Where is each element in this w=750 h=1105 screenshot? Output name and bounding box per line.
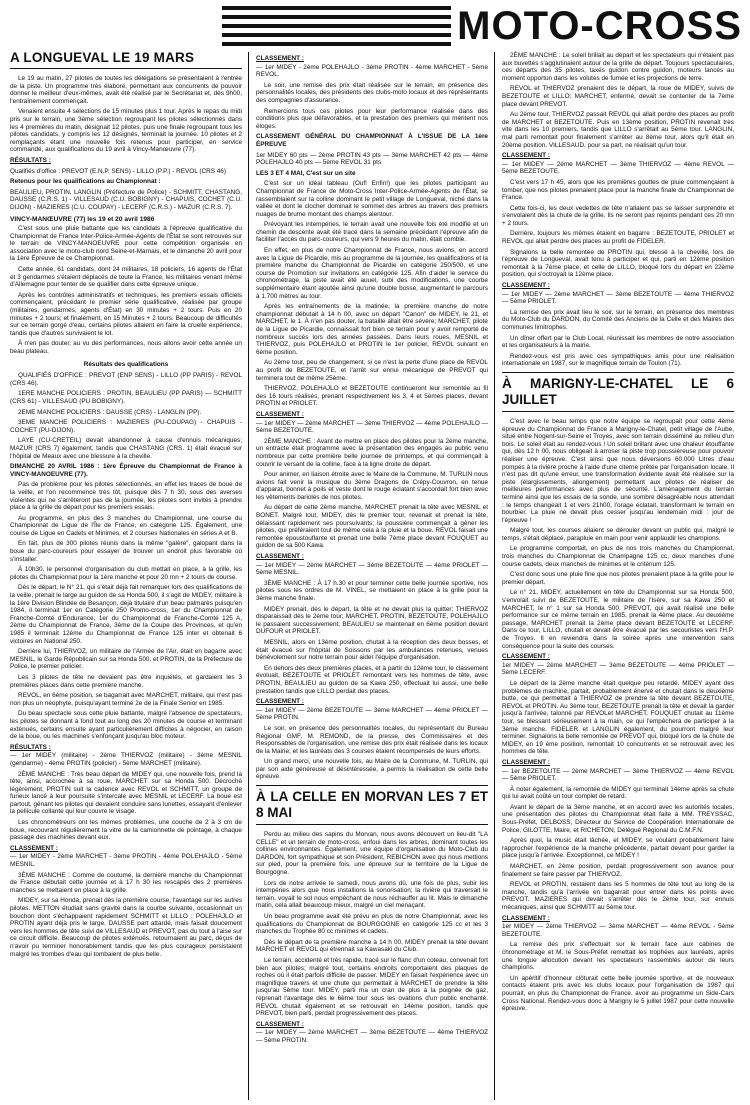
classement-label: CLASSEMENT :: [502, 914, 550, 922]
paragraph: Après quoi, la music était lâchée, et MIDEY, se voulant probablement faire rapprocher l'expérience de la manche précédente, partait devant pour garder la place jusqu'à l'arrivée. Exceptionnel, ce MIDEY !: [502, 837, 734, 860]
paragraph: Le terrain, accidenté et très rapide, tracé sur le flanc d'un coteau, convenait fort bien aux pilotes; malgré tout, certains endroits comportaient des plaques de roches où il était parfois difficile de passer. MIDEY en faisait l'expérience avec un magnifique travers et une chute qui permettait à MARCHET de prendre la tête jusqu'au 5ème tour. MIDEY, parti ma un cran de plus à la poignée de gaz, reprenait l'avantage dès le 6ème tour sous les ovations d'un public enchanté. REVOL chutait également et se retrouvait en 14ème position, tandis que PREVOT, bien parti, perdait progressivement des places.: [256, 956, 488, 1018]
paragraph: Le départ de la 2ème manche était quelque peu retardé. MIDEY ayant des problèmes de machine, partait, probablement énervé et chutait dans le deuxième butte, ce qui permettait à THIERVOZ de prendre la tête devant BEZETOUTE, REVOL et PROTIN. Au 3ème tour, BEZETOUTE prenait la tête et devait la garder jusqu'à l'arrivée, talonné par REVOLet MARCHET. FOUQUET chutait au 11ème tour, se blessant sérieusement à la main, ce qui l'empêchera de participer à la 3ème manche. FIDELER et LANGLIN également, du pourront malgré leur terminer. Signalons la belle remontée de PREVOT qui, bloqué lors de la chute de MIDEY, en 19 ème position, remontait 10 concurrents et se retrouvait avec les hommes de tête.: [502, 679, 734, 756]
article-heading: À MARIGNY-LE-CHATEL LE 6 JUILLET: [502, 372, 734, 412]
paragraph: 3ÈME MANCHE : Comme de coutume, la dernière manche du Championnat de France débutait cette journée et à 17 h 30 les rescapés des 2 premières manches se mettaient en place à la grille.: [10, 871, 242, 894]
paragraph: 2ÈME MANCHE : Le soleil brillait au départ et les spectateurs qui n'étaient pas aux buvettes s'agglutinaient autour de la grille de départ. Toujours spectaculaires, ces départs des 35 pilotes, taxés guidon contre guidon, moteurs lancés au moment opportun dans les volutes de fumée et les projections de terre.: [502, 52, 734, 82]
subheading: LES 3 ET 4 MAI, C'est sur un site: [256, 169, 356, 177]
classement-list: — 1er MIDEY - 2ème POLEHAJLO - 3ème PROTIN - 4ème MARCHET - 5ème REVOL.: [256, 63, 488, 79]
paragraph: Retenus pour les qualifications au Championnat :: [10, 178, 161, 186]
classement-label: CLASSEMENT :: [502, 653, 550, 661]
paragraph: Pas de problème pour les pilotes sélectionnés, en effet les traces de boue de la veille, et l'on recommence très tôt, puisque dès 7 h 30, sous des averses violentes qui ne s'arrêteront pas de la journée, les pilotes sont invités à prendre place à la grille de départ pour les premiers essais.: [10, 481, 242, 512]
paragraph: C'est donc sous une pluie fine que nos pilotes prenaient place à la grille pour le premier départ.: [502, 571, 734, 586]
paragraph: Cette fois-ci, les deux vedettes de tête n'allaient pas se laisser surprendre et s'envolaient dès la chute de la grille. Ils ne seront pas rejoints pendant ces 20 mn + 2 tours.: [502, 204, 734, 227]
paragraph: Au 2ème tour, THIERVOZ passait REVOL qui allait perdre des places au profit de MARCHET et BEZETOUTE. Puis en 13ème position, PROTIN revenait très vite dans les 10 premiers, tandis que LILLO s'arrêtait au 5ème tour. LANGLIN, mal parti remontait pour finalement s'arrêter au 8ème tour, alors qu'il était en 20ème position. VILLESAUD, pour sa part, ne réalisait qu'un tour.: [502, 111, 734, 149]
paragraph: 2ÈME MANCHE : Avant de mettre en place des pilotes pour la 2ème manche, un entracte était programmé avec la présentation des engagés au public venu nombreux par cette première belle journée de printemps, et qui commençait à couvrir le versant de la colline, face à la ligne droite de départ.: [256, 437, 488, 468]
classement-label: CLASSEMENT :: [10, 844, 58, 852]
paragraph: REVOL, en 6ème position, se bagarrait avec MARCHET, militaire, qui n'est pas non plus un néophyte, puisqu'ayant terminé 2e de la Finale Senior en 1985.: [10, 692, 242, 707]
classement-label: CLASSEMENT :: [256, 55, 304, 62]
paragraph: Un dîner offert par le Club Local, réunissait les membres de notre association et les organisateurs à la mairie.: [502, 334, 734, 350]
paragraph: 2ÈME MANCHE : Très beau départ de MIDEY qui, une nouvelle fois, prend la tête, ainsi, accrochée à sa roue, MARCHET sur sa Honda 500. Décroché légèrement, PROTIN suit la cadence avec REVOL et SCHMITT, un groupe de furieux lancé à leur poursuite s'intercale avec MESNIL et LECERF. La boue est partout, gênant les pilotes qui devaient conduire sans lunettes, essayant d'enlever la pellicule collante qui leur couvre le visage.: [10, 770, 242, 816]
article-heading: A LONGUEVAL LE 19 MARS: [10, 50, 242, 69]
paragraph: Un apéritif d'honneur clôturait cette belle journée sportive, et de nouveaux contacts étaient pris avec les clubs locaux pour l'organisation de 1987 qui pourrait, en plus du Championnat de France, avoir au programme un Side-Cars Cross National. Rendez-vous donc à Marigny le 5 juillet 1987 pour cette nouvelle épreuve.: [502, 974, 734, 1013]
column-3: [502, 52, 734, 1016]
subheading: VINCY-MANŒUVRE (77) les 19 et 20 avril 1986: [10, 215, 155, 223]
classement-label: CLASSEMENT :: [256, 410, 304, 418]
paragraph: À 10h30, le personnel d'organisation du club mettait en place, à la grille, les pilotes du Championnat pour la 1ère manche et pour 20 mn + 2 tours de course.: [10, 566, 242, 581]
classement-list: — 1er MIDEY — 2ème MARCHET — 3ème BEZETOUTE — 4ème PRIOLET — 5ème MESNIL.: [256, 561, 488, 577]
paragraph: Les chronométreurs ont les mêmes problèmes, une couche de 2 à 3 cm de boue, recouvrant régulièrement la vitre de la camionnette de pointage, à chaque passage des machines devant eux.: [10, 819, 242, 842]
paragraph: La remise des prix s'effectuait sur le terrain face aux cabines de chronométrage et M. le Sous-Préfet remettait les trophées aux lauréats, après une longue allocution devant les spectateurs rassemblés autour de leurs champions.: [502, 941, 734, 972]
paragraph: Un beau programme avait été prévu en plus de notre Championnat, avec les qualifications du Championnat de BOURGOGNE en catégorie 125 cc et les 3 manches du Trophée 80 cc minimes et cadets.: [256, 913, 488, 936]
paragraph: 1ERE MANCHE POLICIERS : PROTIN, BEAULIEU (PP PARIS) — SCHMITT (CRS 61) - VILLESAUD (PU BOBIGNY).: [10, 390, 242, 405]
masthead: [222, 6, 742, 46]
paragraph: Après les contrôles administratifs et techniques, les premiers essais officiels commençaient, précédant le premier série qualificative, réalisée par groupe (militaires, gendarmes, agents d'État) en 30 minutes + 2 tours. Puis en 20 minutes + 2 tours; et finalement, en 15 Minutes + 2 tours. Beaucoup de difficultés sur ce terrain gorgé d'eau, certains pilotes allaient en faire la cruelle expérience, tandis que d'autres survivaient le lot.: [10, 291, 242, 337]
general-standings-list: 1er MIDEY 60 pts — 2ème PROTIN 43 pts — 3ème MARCHET 42 pts — 4ème POLEHAJLO 40 pts — 5ème REVOL 31 pts: [256, 151, 488, 167]
paragraph: Le soir, en présence des personnalités locales, du représentant du Bureau Régional GMF, M. REMOND, de la presse, des Commissaires et des Responsables de l'organisation, une remise des prix était réalisée dans les locaux de la Mairie, et les lauréats des 3 courses étaient récompensés de leurs efforts.: [256, 724, 488, 755]
paragraph: Un grand merci, une nouvelle fois, au Maire de la Commune, M. TURLIN, qui par son aide généreuse et désintéressée, a permis la réalisation de cette belle épreuve.: [256, 758, 488, 781]
column-divider: [248, 52, 249, 1100]
paragraph: Rendez-vous est pris avec ces sympathiques amis pour une réalisation internationale en 1987, sur le magnifique terrain de Toulon (71).: [502, 352, 734, 368]
classement-list: 1er MIDEY — 2ème THIERVOZ — 3ème MARCHET — 4ème REVOL - 5ème BEZETOUTE.: [502, 923, 734, 938]
page-title: MOTO-CROSS: [457, 4, 742, 48]
qualifications-title: Résultats des qualifications: [83, 360, 169, 368]
paragraph: Le programme comportait, en plus de nos trois manches du Championnat, trois manches du Championnat de Champagne 125 cc, deux manches d'une course cadets, deux manches de minimes et le critérium 125.: [502, 545, 734, 568]
paragraph: REVOL et PROTIN, restaient dans les 5 hommes de tête tout au long de la manche, tandis qu'à l'arrivée en bagarrait pour entrer dans les points avec PREVOT. MAZIERES qui devait s'arrêter dès le 2ème tour, sur ennuis mécaniques, ainsi que SCHMITT au 5ème tour.: [502, 881, 734, 911]
paragraph: Signalons la belle remontée de PROTIN qui, blessé à la cheville, lors de l'épreuve de Longueval, avait tenu à participer et qui, parti en 12ème position remontait à la 7ème place, et celle de LILLO, bloqué lors du départ en 22ème position, qui s'octroyait la 12ème place.: [502, 248, 734, 279]
classement-list: — 1er MIDEY — 2ème MARCHET — 3ème BEZETOUTE — 4ème THIERVOZ — 5ème PROTIN.: [256, 1029, 488, 1044]
paragraph: Cette année, 61 candidats, dont 24 militaires, 18 policiers, 16 agents de l'État et 3 gendarmes s'étaient déplacés de toute la France, les militaires venant même d'Allemagne pour tenter de se qualifier dans cette épreuve unique.: [10, 266, 242, 289]
paragraph: En effet, en plus de notre Championnat de France, nous avions, en accord avec la Ligue de Picardie, mis au programme de la journée, les qualifications et la première manche du Championnat de Picardie en catégorie 250/500, et une course de Promotion sur invitations en catégorie 125. Afin d'aider le service du chronométrage, la piste avait été auuel, subi des modifications, une courbe supplémentaire étant ajoutée ainsi qu'une double bosse, augmentant le parcours à 1.700 mètres au tour.: [256, 247, 488, 300]
results-label: RÉSULTATS :: [10, 156, 51, 164]
paragraph: Qualifiés d'office : PREVOT (E.N.P. SENS) - LILLO (P.P.) - REVOL (CRS 46): [10, 167, 226, 175]
classement-label: CLASSEMENT :: [502, 282, 550, 290]
paragraph: La remise des prix avait lieu le soir, sur le terrain, en présence des membres du Moto-Club du DARDON, du Comité des Anciens de la Celle et des Maires des communes limitrophes.: [502, 308, 734, 331]
classement-list: — 1er BEZETOUTE — 2ème MARCHET — 3ème THIERVOZ — 4ème REVOL — 5ème PRIOLET.: [502, 767, 734, 783]
paragraph: Du beau spectacle sous cette pluie battante, malgré l'absence de spectateurs, les pilotes se donnant à fond tout au long des 20 minutes de course et terminant exténués, certains ensuite ayant particulièrement difficiles à négocier, en raison de la boue, ou les machines s'enfonçant jusqu'au bloc moteur.: [10, 710, 242, 741]
paragraph: Au départ de cette 2ème manche, MARCHET prenait la tête avec MESNIL et BONET. Malgré tout, MIDEY, dès le premier tour, revenait et prenait la tête, délaissant rapidement ses poursuivants; la poussière commençait à gêner les pilotes, qui préféraient tout de même cela à la pluie et la boue. REVOL faisait une remontée époustouflante et prenait une belle 7ème place devant FOUQUET au guidon de sa 500 Kawa.: [256, 504, 488, 550]
paragraph: MARCHET, en 2ème position, perdait progressivement son avance pour finalement se faire passer par THIERVOZ.: [502, 863, 734, 878]
paragraph: Avant le départ de la 3ème manche, et en accord avec les autorités locales, une présentation des pilotes du Championnat était faite à MM. TREYSSAC, Sous-Préfet, DELBOSS, Directeur du Service de Coopération Internationale de Police, GILOTTE, Maire, et RICHETON, Délégué Régional du C.M.F.N.: [502, 803, 734, 834]
paragraph: 2EME MANCHE POLICIERS : DAUSSE (CRS) - LANGLIN (PP).: [18, 408, 202, 416]
classement-label: CLASSEMENT :: [502, 758, 550, 766]
classement-label: CLASSEMENT :: [256, 1020, 304, 1028]
paragraph: C'est avec le beau temps que notre équipe se regroupait pour cette 4ème épreuve du Championnat de France à Marigny-le-Chatel, petit village de l'Aube, situé entre Nogent-sur-Seine et Troyes, avec son terrain disséminé au milieu d'un bois. Le soleil était au rendez-vous ! Un soleil brillant avec une chaleur étouffante qui, dès 12 h 00, nous obligeait à arroser la piste trop poussiéreuse pour pouvoir réaliser une épreuve. C'est ainsi que nous déversions 60.000 Litres d'eau pompés à la rivière proche à l'aide d'une citerne prêtée par l'organisation locale. Il n'est pas dit qu'une erreur, une transformation évidente avait été réalisée sur la piste (élargissements, allongement) permettant aux pilotes de réaliser de meilleures performances avec plus de sécurité. L'aménagement du terrain terminé ainsi que les essais de la sonde, une sombre désagréable nous attendait : le temps changeait 1 et vers 21h00, l'orage éclatait, transformant le terrain en bourbier. La pluie ne devait plus cesser jusqu'au lendemain midi : jour de l'épreuve !: [502, 417, 734, 524]
masthead-rule-bars: [222, 6, 451, 46]
paragraph: Dès le départ, le N° 21, qui s'était déjà fait remarquer lors des qualifications de la veille, prenait le large au guidon de sa Honda 500, il s'agit de MIDEY, militaire à la 1ère Division Blindée de Besançon, déjà titulaire d'un beau palmarès puisqu'en 1984, il terminait 1er en Catégorie 250 Promo-cross, 1er du Championnat de Franche-Comté d'Endurance, 1er du Championnat de Franche-Comté 125 A, 2ème du Championnat de France, 3ème de la Coupe des Provinces, et qu'en 1985 il terminait 12ème du Championnat de France 125 inter et obtenait 6 victoires en National 250.: [10, 584, 242, 645]
paragraph: Remercions tous ces pilotes pour leur performance réalisée dans des conditions plus que défavorables, et la prestation des premiers qui méritent nos éloges.: [256, 107, 488, 130]
paragraph: 3ÈME MANCHE : À 17 h.30 et pour terminer cette belle journée sportive, nos pilotes sous les ordres de M. VINEL, se mettaient en place à la grille pour la 3ème manche finale.: [256, 579, 488, 602]
classement-label: CLASSEMENT :: [256, 698, 304, 706]
column-2: [256, 52, 488, 1048]
classement-label: CLASSEMENT :: [256, 553, 304, 561]
paragraph: En dehors des deux premières places, et à partir du 12ème tour, le classement évoluait, BEZETOUTE et PRIOLET remontant vers les hommes de tête, avec PROTIN, BEAULIEU au guidon de sa Kawa 250, effectuait lui aussi, une belle prestation tandis que LILLO perdait des places.: [256, 664, 488, 695]
paragraph: MIDEY, sur sa Honda, prenait dès la première course, l'avantage sur les autres pilotes. METTON étudiait sans gravité dans la courbe suivante, occasionnait un bouchon dont s'échappaient rapidement SCHMITT et LILLO ; POLEHAJLO et PROTIN ayant déjà pris le large. DAUSSE part attardé, mais faisait doucement vers les hommes de tête suivi de VILLESAUD et PREVOT, pas du tout à l'aise sur ce circuit difficile. Beaucoup de pilotes exténués, retournaient au parc, déçus de n'avoir pu terminer honorablement tandis que les plus courageux persistaient malgré les trombes d'eau qui tombaient de plus belle.: [10, 897, 242, 958]
paragraph: MESNIL, alors en 13ème position, chutait à la réception des deux bosses, et était évacué sur l'hôpital de Soissons par les ambulances retenues, venues bénévolement sur notre terrain pour aider l'équipe d'organisation.: [256, 638, 488, 662]
article-heading: À LA CELLE EN MORVAN LES 7 ET 8 MAI: [256, 785, 488, 825]
paragraph: THIERVOZ, POLEHAJLO et BEZETOUTE continueront leur remontée au fil des 16 tours réalisés, prenant respectivement les 3, 4 et 5èmes places, devant PROTIN et PRIOLET.: [256, 385, 488, 408]
paragraph: REVOL et THIERVOZ prenaient dès le départ, la roue de MIDEY, suivis de BEZETOUTE et LILLO; MARCHET, enfermé, devait se contenter de la 7ème place devant PREVOT.: [502, 85, 734, 108]
paragraph: Dès le départ de la première manche à 14 h 00, MIDEY prenait la tête devant MARCHET et REVOL qui étrennait sa Kawasaki du Club.: [256, 938, 488, 954]
paragraph: BEAULIEU, PROTIN, LANGLIN (Préfecture de Police) - SCHMITT, CHASTANG, DAUSSE (C.R.S. 1) - VILLESAUD (C.U. BOBIGNY) - CHAPUIS, COCHET (C.U. DIJON) - MAZIERES (C.U. COUPAY) - LECERF (C.R.S.) - MAZUR (C.R.S. 7).: [10, 188, 242, 211]
paragraph: En fait, plus de 300 pilotes réunis dans la même "galère", galopant dans la boue du parc-coureurs pour essayer de trouver un endroit plus favorable où s'installer.: [10, 540, 242, 563]
column-divider: [494, 52, 495, 1100]
paragraph: Venaient ensuite 4 sélections de 15 minutes plus 1 tour. Après le repas du midi pris sur le terrain, une 3ème sélection regroupant les pilotes sélectionnés dans les 4 premières du matin, désignait 12 pilotes, puis une finale regroupant tous les pilotes candidats, y compris les 12 désignés, terminait la journée. 10 pilotes et 2 remplaçants étant une nouvelle fois retenus pour participer, en service commandé, aux qualifications du 19 avril à Vincy-Manœuvre (77).: [10, 108, 242, 154]
classement-list: 1er MIDEY — 2ème MARCHET — 3ème BEZETOUTE — 4ème PRIOLET — 5ème LECERF.: [502, 661, 734, 677]
paragraph: Perdu au milieu des sapins du Morvan, nous avons découvert un lieu-dit "LA CELLE" et un terrain de moto-cross, enfoui dans les arbres, dominant toutes les collines environnantes. Également, une équipe d'organisation du Moto-Club du DARDON, fort sympathique et son Président, REBICHON avec qui nous mettions sur pied, pour la première fois, une épreuve sur le territoire de la Ligue de Bourgogne.: [256, 831, 488, 877]
classement-label: CLASSEMENT :: [502, 152, 550, 160]
paragraph: Au programme, en plus des 3 manches du Championnat, une course du Championnat de Ligue de l'Île de France, en catégorie 125. Également, une course de Ligue en Cadets et Minimes, et 2 courses Nationales en séries A et B.: [10, 514, 242, 537]
paragraph: Lors de notre arrivée le samedi, nous avons dû, une fois de plus, subir les intempéries alors que nous installions la sonorisation; la rivière qui traversait le terrain, voyait le sol nous empêchant de nous réchauffer au lit. Mais le dimanche matin, cela allait beaucoup mieux, malgré un ciel menaçant.: [256, 879, 488, 910]
subheading: DIMANCHE 20 AVRIL 1986 : 1ère Épreuve du Championnat de France à VINCY-MANOEUVRE (77).: [10, 463, 242, 478]
paragraph: QUALIFIÉS D'OFFICE : PREVOT (ENP SENS) - LILLO (PP PARIS) - REVOL (CRS 46).: [10, 372, 242, 387]
paragraph: LAYE (CU-CRETEIL) devait abandonner à cause d'ennuis mécaniques; MAZUR (CRS 7) également, tandis que CHASTANG (CRS. 1) était évacué sur l'hôpital de Meaux avec une blessure à la cheville.: [10, 437, 242, 460]
paragraph: C'est sur un idéal tableau (Ouf! Enfin!) que les pilotes participant au Championnat de France de Moto-Cross Inter-Police-Armée-Agents de l'État, se rassemblaient sur la colline dominant le petit village de Longueval, niché dans la vallée et dont le clocher dominait le sommet des arbres au travers des premiers nuages de brume montant des champs alentour.: [256, 180, 488, 218]
paragraph: Au 2ème tour, peu de changement, si ce n'est la perte d'une place de REVOL au profit de BEZETOUTE, et l'arrêt sur ennui mécanique de PREVOT qui terminera tout de même 25ème.: [256, 359, 488, 382]
general-standings-title: CLASSEMENT GÉNÉRAL DU CHAMPIONNAT À L'ISSUE DE LA 1ère ÉPREUVE: [256, 133, 488, 148]
paragraph: Après les entraînements de la matinée, la première manche de notre championnat débutait à 14 h 00, avec un départ "Canon" de MIDEY, le 21, et MARCHET, le 1. À n'en pas douter, la bataille allait être sévère; MARCHET, pilote de la Ligue de Picardie, connaissait fort bien ce terrain pour y avoir remporté de nombreux succès lors des années passées. Dans leurs roues, MESNIL et THIERVOZ, puis POLEHAJLO et PROTIN le 1er policier, REVOL suivant en 6ème position.: [256, 303, 488, 356]
classement-list: — 1er MIDEY — 2ème MARCHET — 3ème THIERVOZ — 4ème POLEHAJLO — 5ème BEZETOUTE.: [256, 419, 488, 435]
paragraph: C'est sous une pluie battante que les candidats à l'épreuve qualificative du Championnat de France Inter-Police-Armée-Agents de l'État se sont retrouvés sur le terrain de VINCY-MANOEUVRE pour cette compétition organisée en association avec le moto-club nord Seine-et-Marnais, et le dimanche 20 avril pour la 1ère Épreuve de ce Championnat.: [10, 225, 242, 263]
paragraph: Le 19 au matin, 27 pilotes de toutes les délégations se présentaient à l'entrée de la piste. Un programme très élaboré, permettant aux concurrents de pouvoir donner le meilleur d'eux-mêmes, avait été réalisé par le Secrétariat et, dès 9h00, l'entraînement commençait.: [10, 75, 242, 105]
paragraph: À n'en pas douter, au vu des performances, nous allons avoir cette année un beau plateau.: [10, 340, 242, 355]
paragraph: À noter également, la remontée de MIDEY qui terminait 14ème après sa chute qui lui avait coûté un tour complet de retard.: [502, 785, 734, 801]
paragraph: Prévoyant les intempéries, le terrain avait une nouvelle fois été modifié et un chemin de descente avait été tracé dans la semaine précédant l'épreuve afin de faciliter l'accès du parc-coureurs, qui vers 9 heures du matin, était comble.: [256, 221, 488, 244]
paragraph: Le soir, une remise des prix était réalisée sur le terrain, en présence des personnalités locales, des présidents des clubs-moto locaux et des représentants des compagnies d'assurance.: [256, 81, 488, 104]
paragraph: Derrière lui, THIERVOZ, un militaire de l'Armée de l'Air, était en bagarre avec MESNIL, le Garde Républicain sur sa Honda 500, et PROTIN, de la Préfecture de Police, le premier policier.: [10, 648, 242, 671]
paragraph: C'est vers 17 h 45, alors que les premières gouttes de pluie commençaient à tomber, que nos pilotes prenaient place pour la manche finale du Championnat de France.: [502, 178, 734, 202]
results-label: RÉSULTATS :: [10, 743, 51, 751]
paragraph: 3EME MANCHE POLICIERS : MAZIERES (PU-COUPAG) - CHAPUIS - COCHET (PU-DIJON).: [10, 419, 242, 434]
paragraph: Malgré tout, les courses allaient se dérouler devant un public qui, malgré le temps, s'était déplacé, parapluie en main pour venir applaudir les champions.: [502, 527, 734, 542]
paragraph: Pour animer, en liaison étroite avec le Maire de la Commune, M. TURLIN nous avions fait venir la musique du 3ème Dragons de Crépy-Couvron, en tenue d'apparat, bonnet à poils et veste dont le rouge éclatant s'accordait fort bien avec les vêtements bariolés de nos pilotes.: [256, 471, 488, 501]
classement-list: — 1er MIDEY — 2ème MARCHET — 3ème BEZETOUTE — 4ème THIERVOZ — 5ème PRIOLET.: [502, 290, 734, 306]
classement-list: — 1er MIDEY — 2ème BEZETOUTE — 3ème MARCHET — 4ème PRIOLET — 5ème PROTIN.: [256, 706, 488, 722]
paragraph: Le n° 21, MIDEY, actuellement en tête du Championnat sur sa Honda 500, s'envolait suivi de BEZETOUTE, le militaire de l'Isère, sur sa Kawa 250 et MARCHET, le n° 1 sur sa Honda 500. PREVOT, qui avait réalisé une belle performance sur ce même terrain en 1985, prenait la 4ème place. Au deuxième passage, MARCHET prenait la 2ème place devant BEZETOUTE et LECERF. Dans ce tour, LILLO, chutait et devait être évacué par les secouristes vers l'H.P. de Troyes. Il en reviendra dans la soirée après une intervention sans conséquence pour la suite des courses.: [502, 589, 734, 650]
paragraph: Derrière, toujours les mêmes étaient en bagarre : BEZETOUTE, PRIOLET et REVOL qui allait perdre des places au profit de FIDELER.: [502, 230, 734, 246]
paragraph: MIDEY prenait, dès le départ, la tête et ne devait plus la quitter; THIERVOZ disparaissait dès le 2ème tour; MARCHET, PROTIN, BEZETOUTE, POLEHAJLO le passaient successivement; BEAULIEU se maintenait en 6ème position devant DUFOUR et PRIOLET.: [256, 605, 488, 636]
paragraph: Les 3 pilotes de tête ne devaient pas être inquiétés, et gardaient les 3 premières places dans cette première manche.: [10, 673, 242, 689]
classement-list: — 1er MIDEY - 2ème MARCHET - 3ème PROTIN - 4ème POLEHAJLO - 5ème MESNIL.: [10, 853, 242, 869]
classement-list: — 1er MIDEY — 2ème MARCHET — 3ème THIERVOZ — 4ème REVOL — 5ème BEZETOUTE.: [502, 160, 734, 176]
column-1: [10, 48, 242, 961]
results-list: — 1er MIDEY (militaire) - 2ème THIERVOZ (militaire) - 3ème MESNIL (gendarme) - 4ème PROTIN (policier) - 5ème MARCHET (militaire).: [10, 752, 242, 767]
